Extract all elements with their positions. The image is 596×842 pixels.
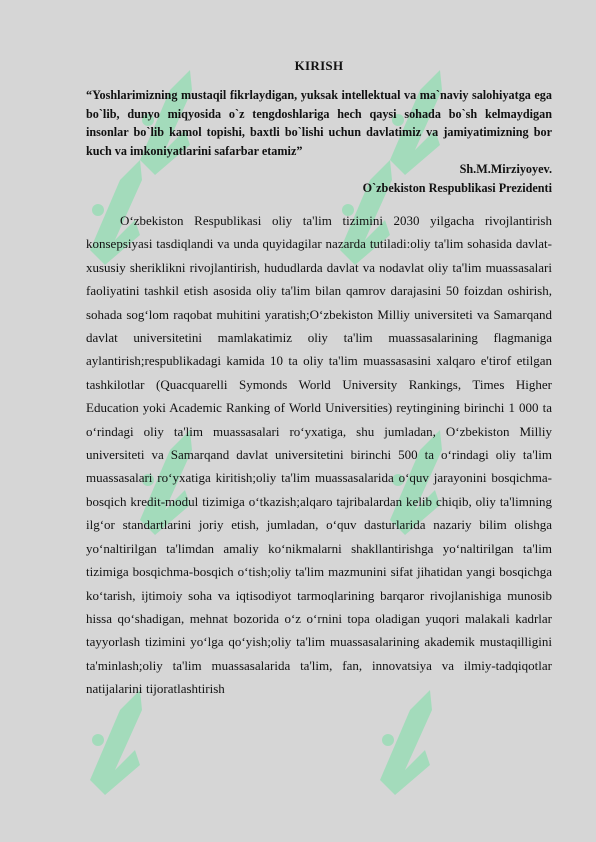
section-heading: KIRISH	[294, 58, 344, 73]
body-paragraph: O‘zbekiston Respublikasi oliy ta'lim tizimini 2030 yilgacha rivojlantirish konsepsiyasi tasdiqlandi va unda quyidagilar nazarda tutiladi:oliy ta'lim sohasida davlat-xususiy sheriklikni rivojlantirish, hududlarda davlat va nodavlat oliy ta'lim muassasalari faoliyatini tashkil etish asosida oliy ta'lim bilan qamrov darajasini 50 foizdan oshirish, sohada sog‘lom raqobat muhitini yaratish;O‘zbekiston Milliy universiteti va Samarqand davlat universitetini mamlakatimiz oliy ta'lim muassasalarining flagmaniga aylantirish;respublikadagi kamida 10 ta oliy ta'lim muassasasini xalqaro e'tirof etilgan tashkilotlar (Quacquarelli Symonds World University Rankings, Times Higher Education yoki Academic Ranking of World Universities) reytingining birinchi 1 000 ta o‘rindagi oliy ta'lim muassasalari ro‘yxatiga, shu jumladan, O‘zbekiston Milliy universiteti va Samarqand davlat universitetini birinchi 500 ta o‘rindagi oliy ta'lim muassasalari ro‘yxatiga kiritish;oliy ta'lim muassasalarida o‘quv jarayonini bosqichma-bosqich kredit-modul tizimiga o‘tkazish;alqaro tajribalardan kelib chiqib, oliy ta'limning ilg‘or standartlarini joriy etish, jumladan, o‘quv dasturlarida nazariy bilim olishga yo‘naltirilgan ta'limdan amaliy ko‘nikmalarni shakllantirishga yo‘naltirilgan ta'lim tizimiga bosqichma-bosqich o‘tish;oliy ta'lim mazmunini sifat jihatidan yangi bosqichga ko‘tarish, ijtimoiy soha va iqtisodiyot tarmoqlarining barqaror rivojlanishiga munosib hissa qo‘shadigan, mehnat bozorida o‘z o‘rnini topa oladigan yuqori malakali kadrlar tayyorlash tizimini yo‘lga qo‘yish;oliy ta'lim muassasalarining akademik mustaqilligini ta'minlash;oliy ta'lim muassasalarida ta'lim, fan, innovatsiya va ilmiy-tadqiqotlar natijalarini tijoratlashtirish	[86, 213, 552, 697]
epigraph-quote: “Yoshlarimizning mustaqil fikrlaydigan, yuksak intellektual va ma`naviy salohiyatga ega bo`lib, dunyo miqyosida o`z tengdoshlariga hech qaysi sohada bo`sh kelmaydigan insonlar bo`lib kamol topishi, baxtli bo`lishi uchun davlatimiz va jamiyatimizning bor kuch va imkoniyatlarini safarbar etamiz”	[86, 88, 552, 158]
quote-author-title: O`zbekiston Respublikasi Prezidenti	[362, 180, 552, 195]
document-page	[86, 58, 552, 701]
quote-author-name: Sh.M.Mirziyoyev.	[459, 162, 552, 176]
